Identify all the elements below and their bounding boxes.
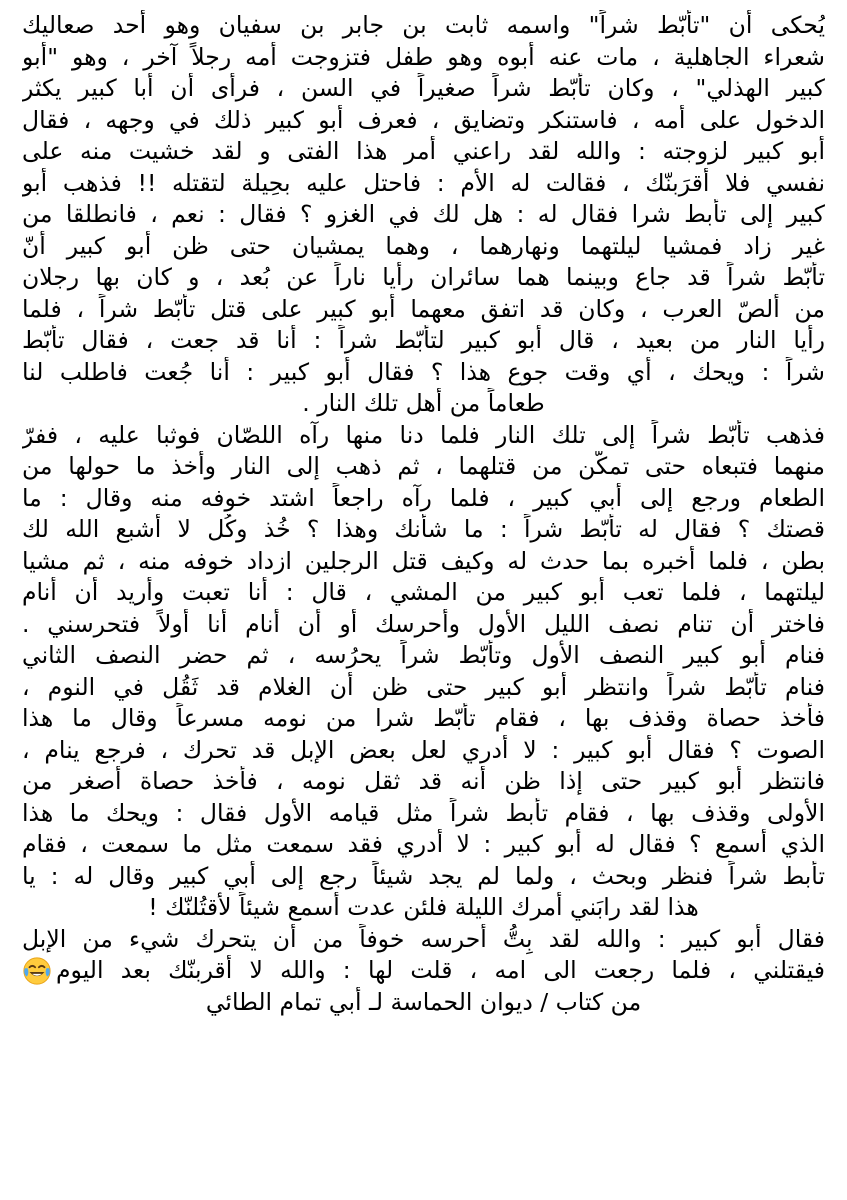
text-line: شراً : ويحك ، أي وقت جوع هذا ؟ فقال أبو كبير : أنا جُعت فاطلب لنا	[22, 357, 825, 386]
text-line: الصوت ؟ فقال أبو كبير : لا أدري لعل بعض الإبل قد تحرك ، فرجع ينام ،	[22, 735, 825, 764]
paragraph-end-line: طعاماً من أهل تلك النار .	[302, 389, 545, 417]
tears-of-joy-emoji-icon	[22, 956, 52, 986]
text-line: قصتك ؟ فقال له تأبّط شراً : ما شأنك وهذا ؟ خُذ وكُل لا أشبع الله لك	[22, 515, 825, 543]
text-line: منهما فتبعاه حتى تمكّن من قتلهما ، ثم ذهب إلى النار وأخذ ما حولها من	[22, 452, 825, 480]
text-line: بطن ، فلما أخبره بما حدث له وكيف قتل الرجلين ازداد خوفه منه ، ثم مشيا	[22, 546, 825, 575]
text-line: من ألصّ العرب ، وكان قد اتفق معهما أبو كبير على قتل تأبّط شراً ، فلما	[22, 294, 825, 323]
text-line: تأبط شراً فنظر وبحث ، ولما لم يجد شيئاً رجع إلى أبي كبير وقال له : يا	[22, 861, 825, 890]
text-line: الأولى وقذف بها ، فقام تأبط شراً مثل قيامه الأول فقال : ويحك ما هذا	[22, 798, 825, 827]
text-line-with-emoji	[22, 955, 825, 987]
text-line: نفسي فلا أقرَبنّك ، فقالت له الأم : فاحتل عليه بحِيلة لتقتله !! فذهب أبو	[22, 168, 825, 197]
text-line: فيقتلني ، فلما رجعت الى امه ، قلت لها : والله لا أقربنّك بعد اليوم	[56, 956, 825, 984]
source-citation: من كتاب / ديوان الحماسة لـ أبي تمام الطائي	[205, 987, 642, 1016]
text-line: فنام تأبّط شراً وانتظر أبو كبير حتى ظن أن الغلام قد ثَقُل في النوم ،	[22, 672, 825, 701]
text-line: الذي أسمع ؟ فقال له أبو كبير : لا أدري فقد سمعت مثل ما سمعت ، فقام	[22, 830, 825, 858]
text-line: فأخذ حصاة وقذف بها ، فقام تأبّط شرا من نومه مسرعاً وقال ما هذا	[22, 704, 825, 732]
text-line: ليلتهما ، فلما تعب أبو كبير من المشي ، قال : أنا تعبت وأريد أن أنام	[22, 578, 825, 606]
text-line: تأبّط شراً قد جاع وبينما هما سائران رأيا ناراً عن بُعد ، و كان بها رجلان	[22, 263, 825, 291]
text-line: أبو كبير لزوجته : والله لقد راعني أمر هذا الفتى و لقد خشيت منه على	[22, 137, 825, 165]
text-line: يُحكى أن "تأبّط شراً" واسمه ثابت بن جابر بن سفيان وهو أحد صعاليك	[22, 11, 825, 39]
text-line: فانتظر أبو كبير حتى إذا ظن أنه قد ثقل نومه ، فأخذ حصاة أصغر من	[22, 767, 825, 795]
text-line: هذا لقد رابَني أمرك الليلة فلئن عدت أسمع شيئاً لأقتُلنّك !	[148, 893, 699, 921]
text-line: كبير الهذلي" ، وكان تأبّط شراً صغيراً في السن ، فرأى أن أبا كبير يكثر	[22, 74, 825, 102]
text-line: الطعام ورجع إلى أبي كبير ، فلما رآه راجعاً اشتد خوفه منه وقال : ما	[22, 483, 825, 512]
text-line: رأيا النار من بعيد ، قال أبو كبير لتأبّط شراً : أنا قد جعت ، فقال تأبّط	[22, 326, 825, 354]
text-line: فنام أبو كبير النصف الأول وتأبّط شراً يحرُسه ، ثم حضر النصف الثاني	[22, 641, 825, 669]
text-line: غير زاد فمشيا ليلتهما ونهارهما ، وهما يمشيان حتى ظن أبو كبير أنّ	[22, 231, 825, 260]
text-line: الدخول على أمه ، فاستنكر وتضايق ، فعرف أبو كبير ذلك في وجهه ، فقال	[22, 105, 825, 134]
text-line: فاختر أن تنام نصف الليل الأول وأحرسك أو أن أنام أنا أولاً فتحرسني .	[22, 609, 825, 638]
text-line: شعراء الجاهلية ، مات عنه أبوه وهو طفل فتزوجت أمه رجلاً آخر ، وهو "أبو	[22, 42, 825, 71]
text-line: فذهب تأبّط شراً إلى تلك النار فلما دنا منها رآه اللصّان فوثبا عليه ، ففرّ	[22, 420, 825, 449]
text-line: كبير إلى تأبط شرا فقال له : هل لك في الغزو ؟ فقال : نعم ، فانطلقا من	[22, 200, 825, 228]
text-line: فقال أبو كبير : والله لقد بِتُّ أحرسه خوفاً من أن يتحرك شيء من الإبل	[22, 924, 825, 953]
